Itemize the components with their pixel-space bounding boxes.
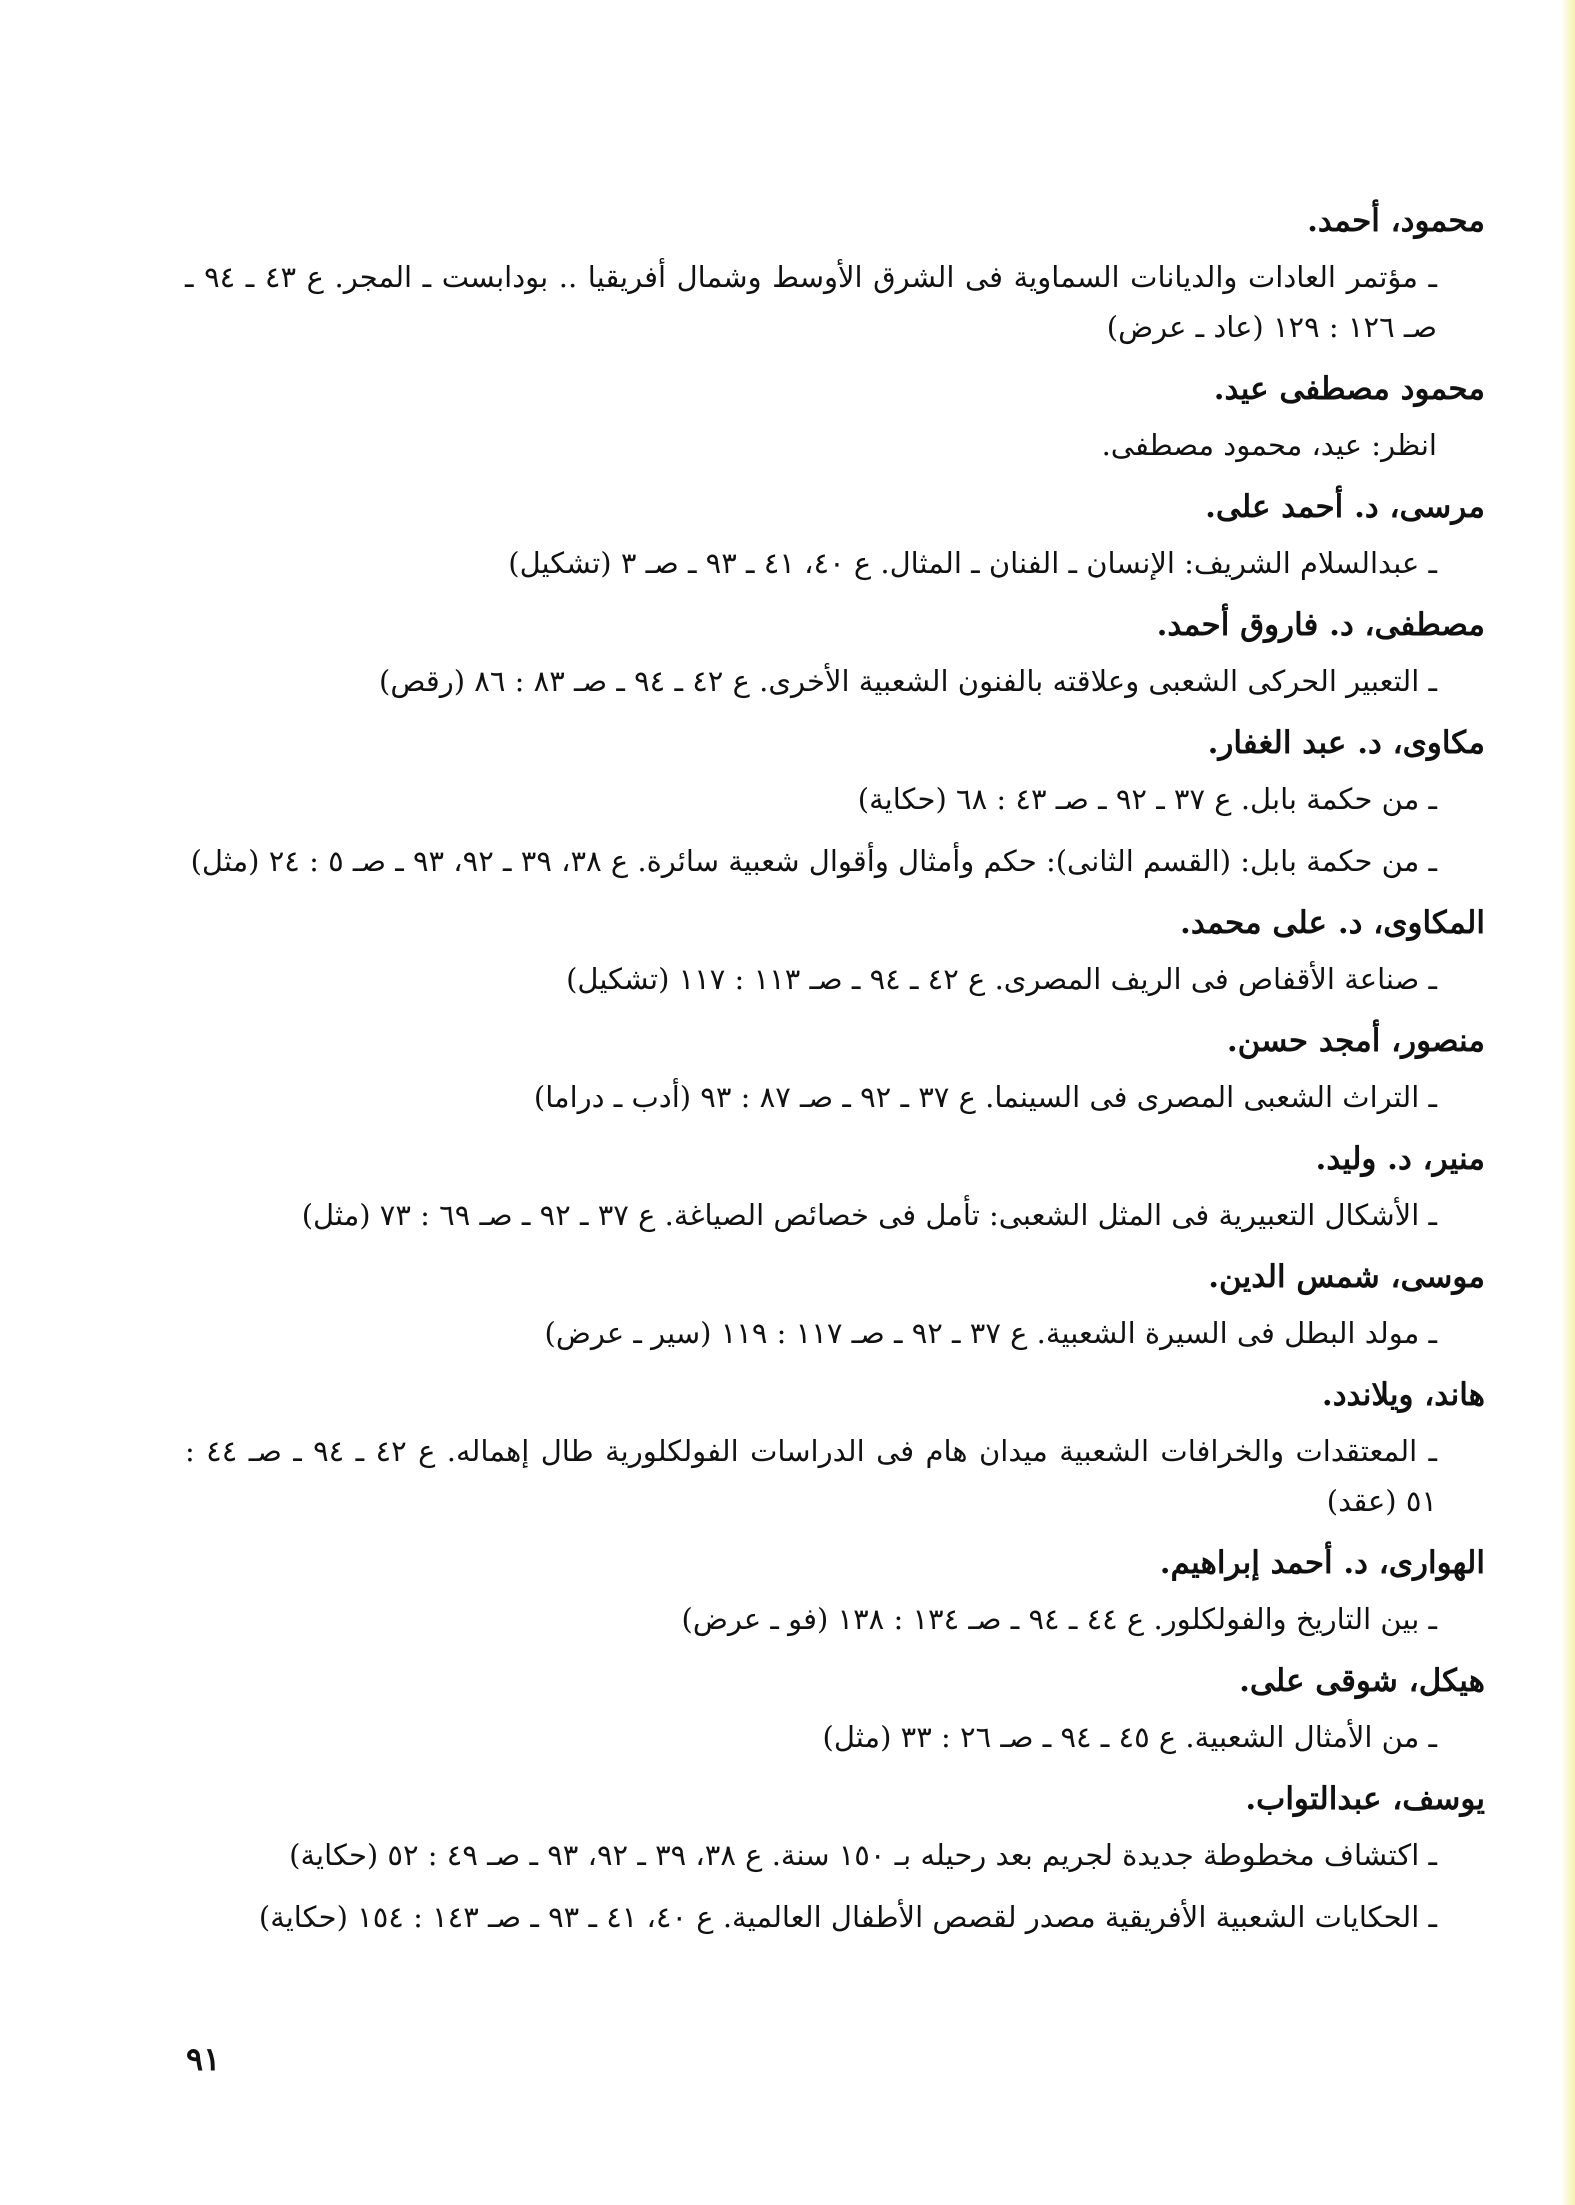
author-heading: موسى، شمس الدين. [1208, 1259, 1485, 1295]
page-edge-shading [1561, 0, 1575, 2205]
index-entry: ـ من الأمثال الشعبية. ع ٤٥ ـ ٩٤ ـ صـ ٢٦ : ٣٣ (مثل) [822, 1720, 1437, 1754]
index-entry: ـ مولد البطل فى السيرة الشعبية. ع ٣٧ ـ ٩٢ ـ صـ ١١٧ : ١١٩ (سير ـ عرض) [544, 1316, 1437, 1350]
index-entry: ـ الحكايات الشعبية الأفريقية مصدر لقصص الأطفال العالمية. ع ٤٠، ٤١ ـ ٩٣ ـ صـ ١٤٣ : ١٥٤ (حكاية) [258, 1900, 1437, 1934]
index-entry: ـ المعتقدات والخرافات الشعبية ميدان هام فى الدراسات الفولكلورية طال إهماله. ع ٤٢ ـ ٩٤ ـ صـ ٤٤ : ٥١ (عقد) [185, 1434, 1438, 1518]
page-number: ٩١ [186, 2040, 221, 2078]
index-entry: ـ بين التاريخ والفولكلور. ع ٤٤ ـ ٩٤ ـ صـ ١٣٤ : ١٣٨ (فو ـ عرض) [681, 1602, 1437, 1636]
index-content [185, 196, 1485, 1954]
index-entry: ـ الأشكال التعبيرية فى المثل الشعبى: تأمل فى خصائص الصياغة. ع ٣٧ ـ ٩٢ ـ صـ ٦٩ : ٧٣ (مثل) [301, 1198, 1437, 1232]
index-entry: ـ من حكمة بابل. ع ٣٧ ـ ٩٢ ـ صـ ٤٣ : ٦٨ (حكاية) [857, 782, 1437, 816]
index-entry: ـ التعبير الحركى الشعبى وعلاقته بالفنون الشعبية الأخرى. ع ٤٢ ـ ٩٤ ـ صـ ٨٣ : ٨٦ (رقص) [379, 664, 1437, 698]
index-entry: انظر: عيد، محمود مصطفى. [1101, 428, 1437, 462]
author-heading: محمود مصطفى عيد. [1213, 371, 1485, 407]
author-heading: هاند، ويلاندد. [1321, 1377, 1485, 1413]
author-heading: منصور، أمجد حسن. [1226, 1023, 1485, 1059]
author-heading: مصطفى، د. فاروق أحمد. [1156, 607, 1485, 643]
author-heading: الهوارى، د. أحمد إبراهيم. [1159, 1545, 1485, 1581]
index-entry: ـ عبدالسلام الشريف: الإنسان ـ الفنان ـ المثال. ع ٤٠، ٤١ ـ ٩٣ ـ صـ ٣ (تشكيل) [508, 546, 1437, 580]
author-heading: هيكل، شوقى على. [1239, 1663, 1485, 1699]
author-heading: مرسى، د. أحمد على. [1205, 489, 1485, 525]
index-entry: ـ مؤتمر العادات والديانات السماوية فى الشرق الأوسط وشمال أفريقيا .. بودابست ـ المجر. ع ٤٣ ـ ٩٤ ـ صـ ١٢٦ : ١٢٩ (عاد ـ عرض) [185, 260, 1437, 344]
author-heading: المكاوى، د. على محمد. [1180, 905, 1485, 941]
index-entry: ـ التراث الشعبى المصرى فى السينما. ع ٣٧ ـ ٩٢ ـ صـ ٨٧ : ٩٣ (أدب ـ دراما) [533, 1080, 1437, 1114]
index-entry: ـ من حكمة بابل: (القسم الثانى): حكم وأمثال وأقوال شعبية سائرة. ع ٣٨، ٣٩ ـ ٩٢، ٩٣ ـ صـ ٥ : ٢٤ (مثل) [190, 844, 1437, 878]
index-entry: ـ صناعة الأقفاص فى الريف المصرى. ع ٤٢ ـ ٩٤ ـ صـ ١١٣ : ١١٧ (تشكيل) [566, 962, 1437, 996]
index-entry: ـ اكتشاف مخطوطة جديدة لجريم بعد رحيله بـ ١٥٠ سنة. ع ٣٨، ٣٩ ـ ٩٢، ٩٣ ـ صـ ٤٩ : ٥٢ (حكاية) [289, 1838, 1437, 1872]
author-heading: منير، د. وليد. [1315, 1141, 1485, 1177]
author-heading: يوسف، عبدالتواب. [1245, 1781, 1485, 1817]
author-heading: محمود، أحمد. [1307, 203, 1485, 239]
author-heading: مكاوى، د. عبد الغفار. [1207, 725, 1485, 761]
